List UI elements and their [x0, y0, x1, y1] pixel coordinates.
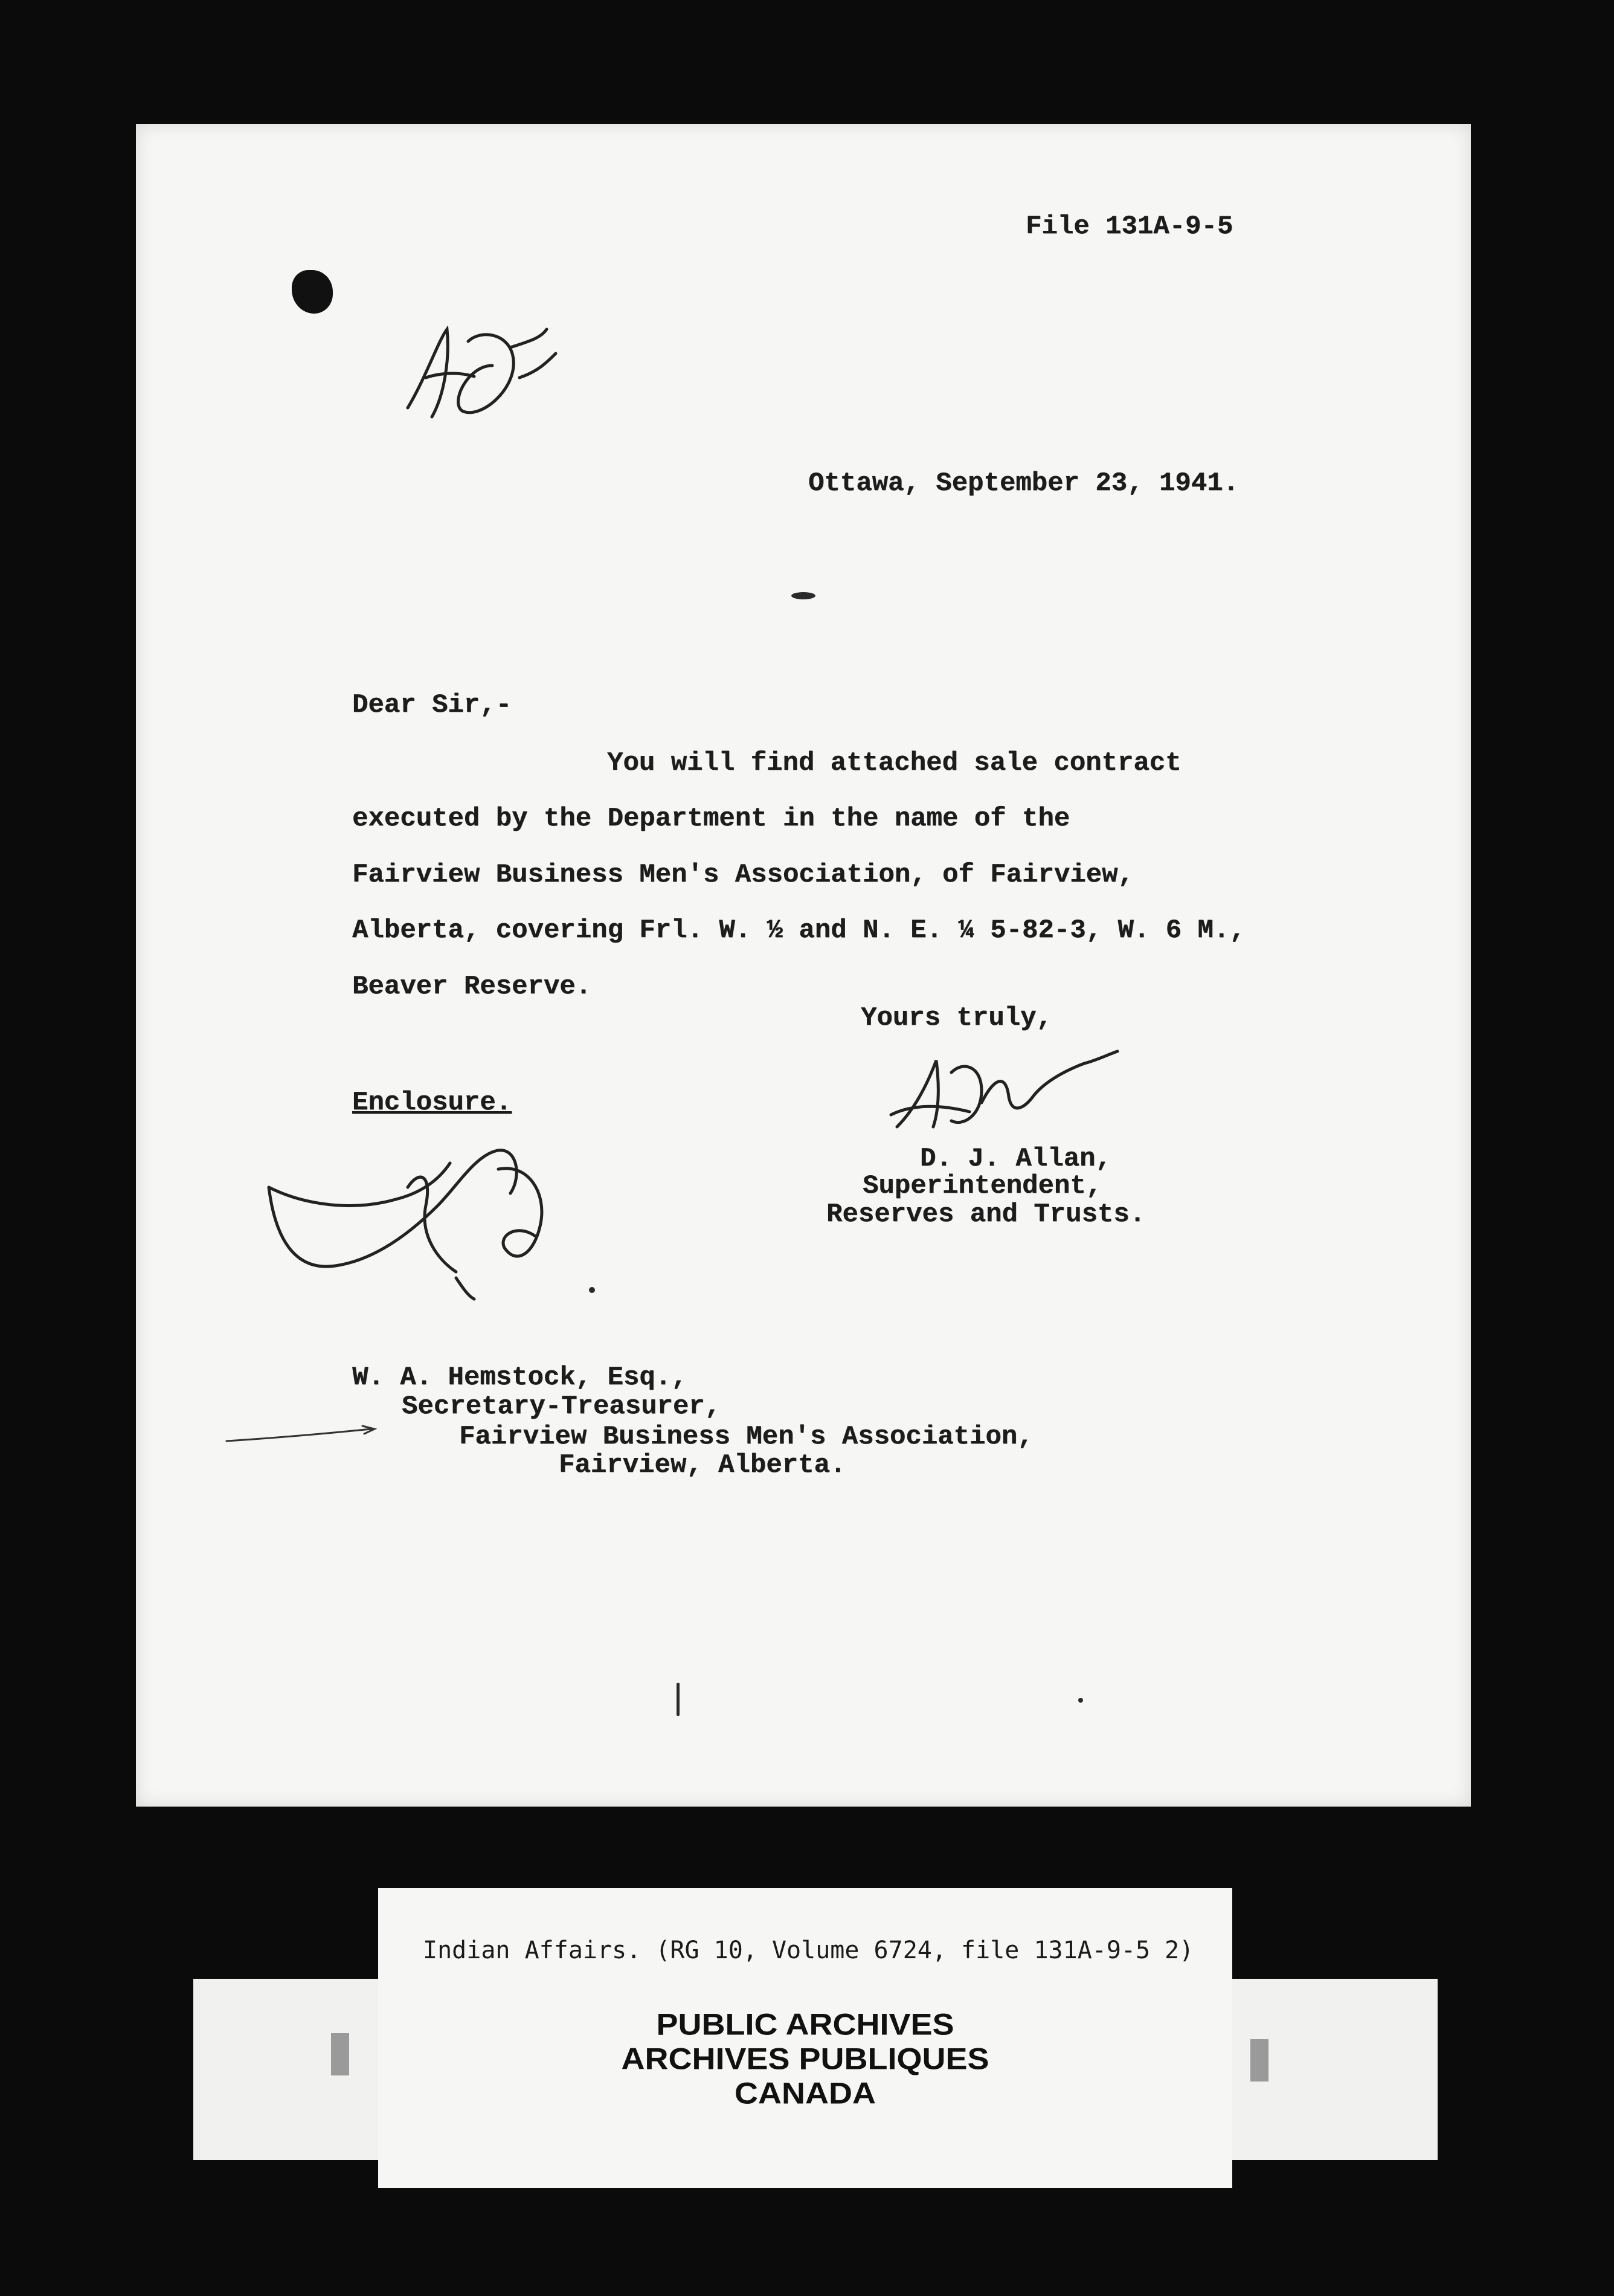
- archive-line-2: ARCHIVES PUBLIQUES: [621, 2042, 989, 2076]
- recipient-organization: Fairview Business Men's Association,: [459, 1422, 1034, 1452]
- signatory-department: Reserves and Trusts.: [826, 1199, 1146, 1230]
- signature-allan: [879, 1036, 1133, 1145]
- body-line-3: Fairview Business Men's Association, of Fairview,: [352, 860, 1134, 890]
- closing: Yours truly,: [861, 1003, 1052, 1033]
- label-tab-left: [331, 2033, 349, 2075]
- recipient-title: Secretary-Treasurer,: [402, 1391, 721, 1422]
- ink-blot: [292, 270, 333, 314]
- handwritten-initials-top: [390, 305, 583, 444]
- speck-1: [791, 592, 815, 599]
- archive-stamp: [378, 2007, 1232, 2111]
- salutation: Dear Sir,-: [352, 690, 512, 720]
- recipient-location: Fairview, Alberta.: [559, 1450, 846, 1480]
- speck-4: [589, 1287, 595, 1293]
- letter-page: [136, 124, 1471, 1807]
- body-line-1: You will find attached sale contract: [607, 748, 1182, 778]
- archive-reference: Indian Affairs. (RG 10, Volume 6724, file 131A-9-5 2): [423, 1936, 1194, 1964]
- file-reference: File 131A-9-5: [1026, 211, 1233, 242]
- recipient-name: W. A. Hemstock, Esq.,: [352, 1362, 687, 1393]
- handwritten-scrawl: [257, 1115, 595, 1308]
- signatory-name: D. J. Allan,: [920, 1144, 1111, 1174]
- archive-line-3: CANADA: [735, 2077, 876, 2111]
- date-line: Ottawa, September 23, 1941.: [808, 468, 1239, 498]
- speck-3: [677, 1683, 680, 1716]
- speck-2: [1078, 1698, 1083, 1703]
- archive-line-1: PUBLIC ARCHIVES: [656, 2008, 954, 2042]
- body-line-4: Alberta, covering Frl. W. ½ and N. E. ¼ 5-82-3, W. 6 M.,: [352, 915, 1246, 946]
- label-tab-right: [1250, 2039, 1268, 2082]
- pointer-arrow-mark: [220, 1405, 402, 1453]
- enclosure-note: Enclosure.: [352, 1088, 512, 1118]
- signatory-title: Superintendent,: [863, 1171, 1102, 1201]
- body-line-2: executed by the Department in the name of the: [352, 804, 1070, 834]
- body-line-5: Beaver Reserve.: [352, 972, 592, 1002]
